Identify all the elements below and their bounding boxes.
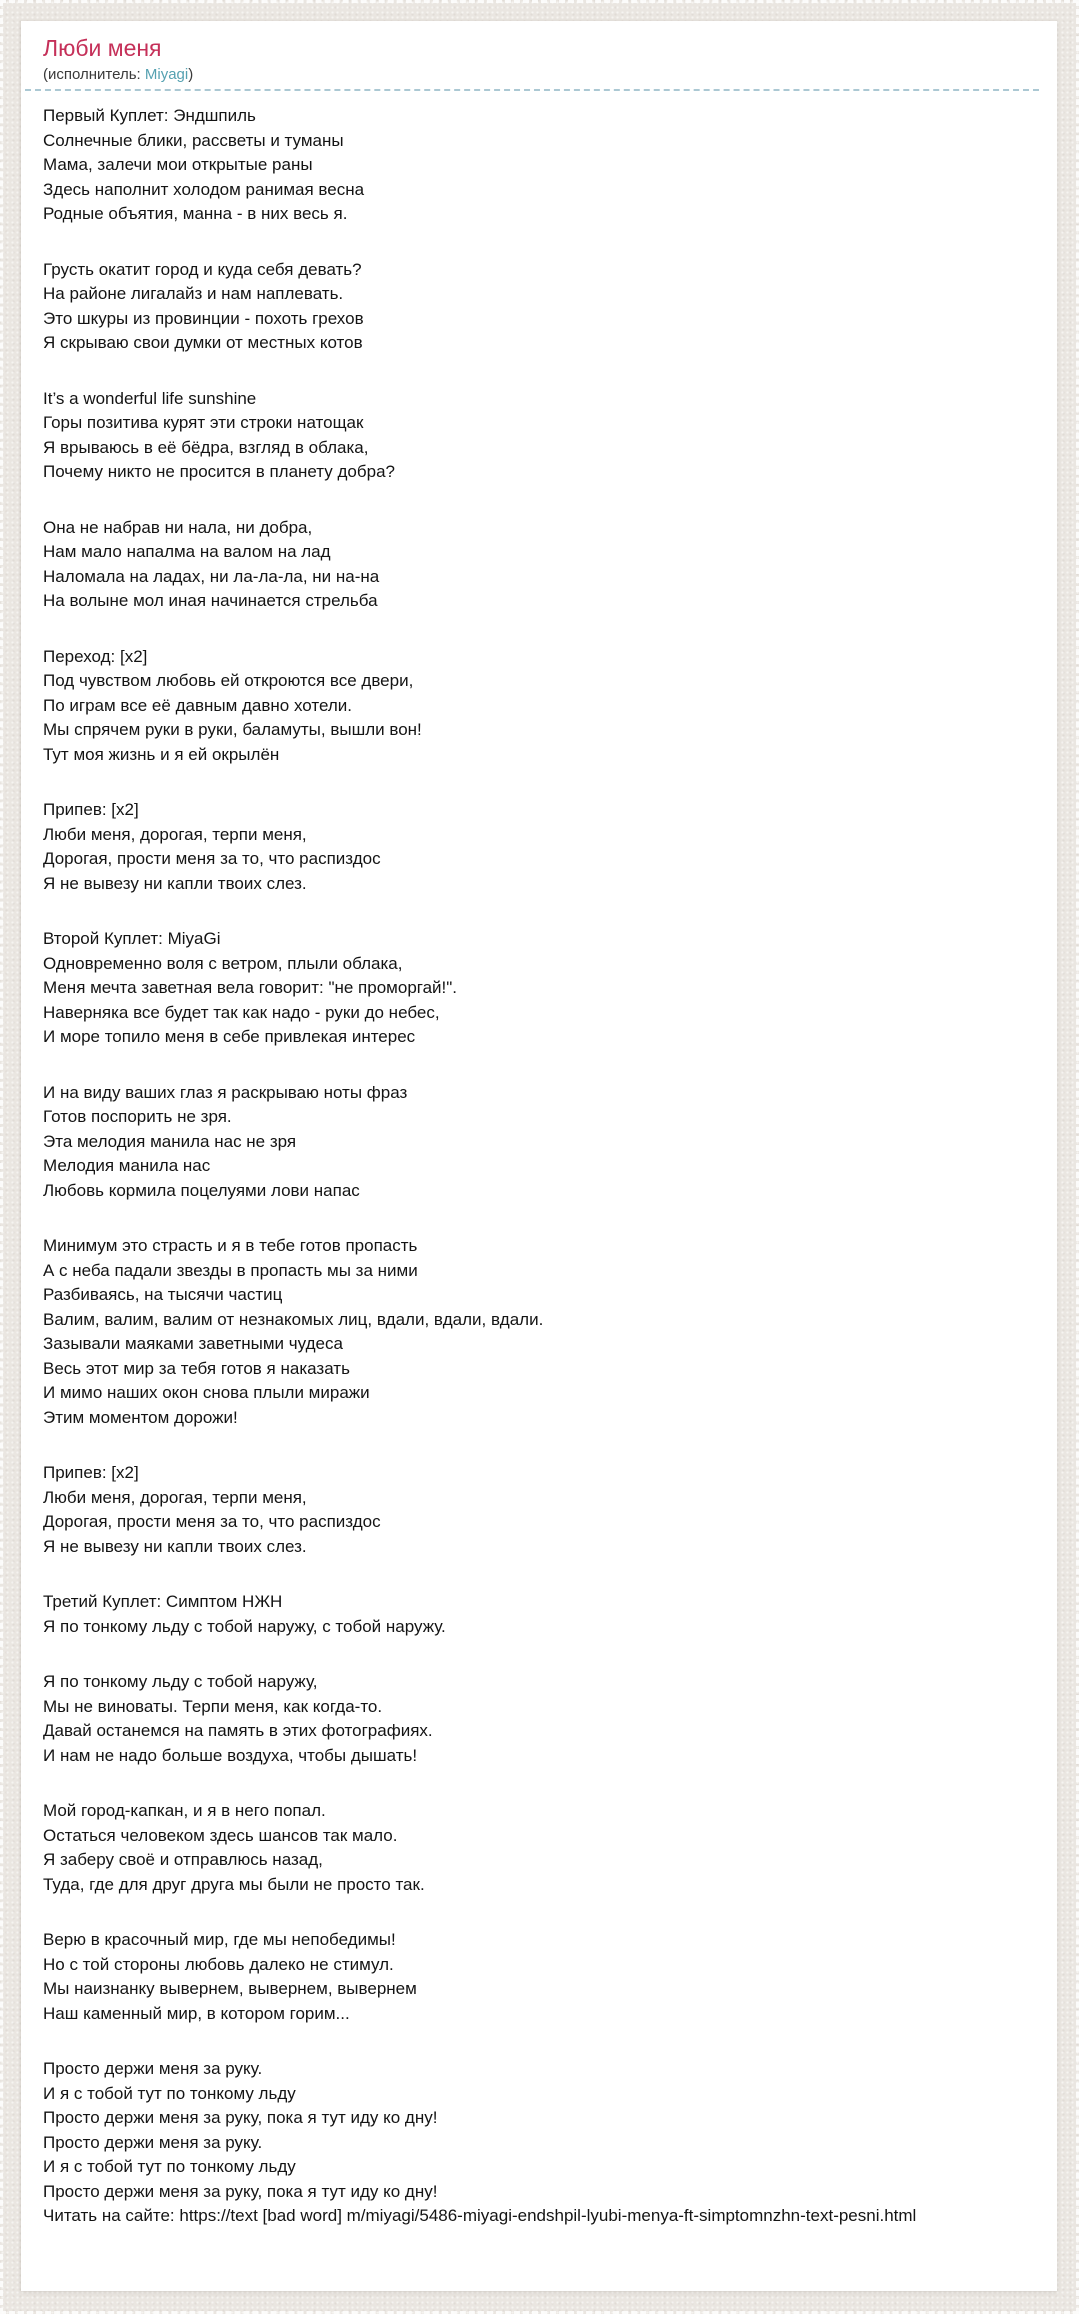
header-separator <box>25 89 1039 91</box>
stanza: Она не набрав ни нала, ни добра, Нам мало напалма на валом на лад Наломала на ладах, ни ла-ла-ла, ни на-на На волыне мол иная начинается стрельба <box>43 517 380 610</box>
stanza: Я по тонкому льду с тобой наружу, Мы не виноваты. Терпи меня, как когда-то. Давай останемся на память в этих фотографиях. И нам не надо больше воздуха, чтобы дышать! <box>43 1672 433 1765</box>
stanza: Второй Куплет: MiyaGi Одновременно воля с ветром, плыли облака, Меня мечта заветная вела говорит: "не проморгай!". Наверняка все будет так как надо - руки до небес, И море топило меня в себе привлекая интерес <box>43 929 458 1046</box>
stanza: Первый Куплет: Эндшпиль Солнечные блики, рассветы и туманы Мама, залечи мои открытые раны Здесь наполнит холодом ранимая весна Родные объятия, манна - в них весь я. <box>43 106 365 223</box>
read-on-site-line: Читать на сайте: https://text [bad word] m/miyagi/5486-miyagi-endshpil-lyubi-menya-ft-simptomnzhn-text-pesni.html <box>43 2206 917 2225</box>
stanza: Переход: [x2] Под чувством любовь ей откроются все двери, По играм все её давным давно хотели. Мы спрячем руки в руки, баламуты, вышли вон! Тут моя жизнь и я ей окрылён <box>43 646 422 764</box>
page-title: Люби меня <box>43 35 162 61</box>
stanza: Верю в красочный мир, где мы непобедимы! Но с той стороны любовь далеко не стимул. Мы наизнанку вывернем, вывернем, вывернем Наш каменный мир, в котором горим... <box>43 1930 417 2023</box>
stanza: Припев: [x2] Люби меня, дорогая, терпи меня, Дорогая, прости меня за то, что распиздос Я не вывезу ни капли твоих слез. <box>43 800 381 893</box>
artist-label-prefix: (исполнитель: <box>43 66 145 83</box>
stanza: Припев: [x2] Люби меня, дорогая, терпи меня, Дорогая, прости меня за то, что распиздос Я не вывезу ни капли твоих слез. <box>43 1463 381 1556</box>
stanza: Минимум это страсть и я в тебе готов пропасть А с неба падали звезды в пропасть мы за ними Разбиваясь, на тысячи частиц Валим, валим, валим от незнакомых лиц, вдали, вдали, вдали. Зазывали маяками заветными чудеса Весь этот мир за тебя готов я наказать И мимо наших окон снова плыли миражи Этим моментом дорожи! <box>43 1236 544 1427</box>
stanza: It’s a wonderful life sunshine Горы позитива курят эти строки натощак Я врываюсь в её бёдра, взгляд в облака, Почему никто не просится в планету добра? <box>43 388 395 481</box>
artist-label-suffix: ) <box>188 66 194 83</box>
stanza: Грусть окатит город и куда себя девать? На районе лигалайз и нам наплевать. Это шкуры из провинции - похоть грехов Я скрываю свои думки от местных котов <box>43 259 364 352</box>
content-panel <box>21 21 1057 2291</box>
stanza: Просто держи меня за руку. И я с тобой тут по тонкому льду Просто держи меня за руку, пока я тут иду ко дну! Просто держи меня за руку. И я с тобой тут по тонкому льду Просто держи меня за руку, пока я тут иду ко дну! <box>43 2059 438 2201</box>
lyrics-stanzas <box>43 104 1039 2204</box>
stanza: Третий Куплет: Симптом НЖН Я по тонкому льду с тобой наружу, с тобой наружу. <box>43 1592 446 1636</box>
artist-link[interactable]: Miyagi <box>144 66 189 83</box>
lyrics <box>43 104 1039 2229</box>
artist-line <box>43 65 1039 84</box>
stanza: Мой город-капкан, и я в него попал. Остаться человеком здесь шансов так мало. Я заберу своё и отправлюсь назад, Туда, где для друг друга мы были не просто так. <box>43 1801 425 1894</box>
stanza: И на виду ваших глаз я раскрываю ноты фраз Готов поспорить не зря. Эта мелодия манила нас не зря Мелодия манила нас Любовь кормила поцелуями лови напас <box>43 1082 408 1200</box>
